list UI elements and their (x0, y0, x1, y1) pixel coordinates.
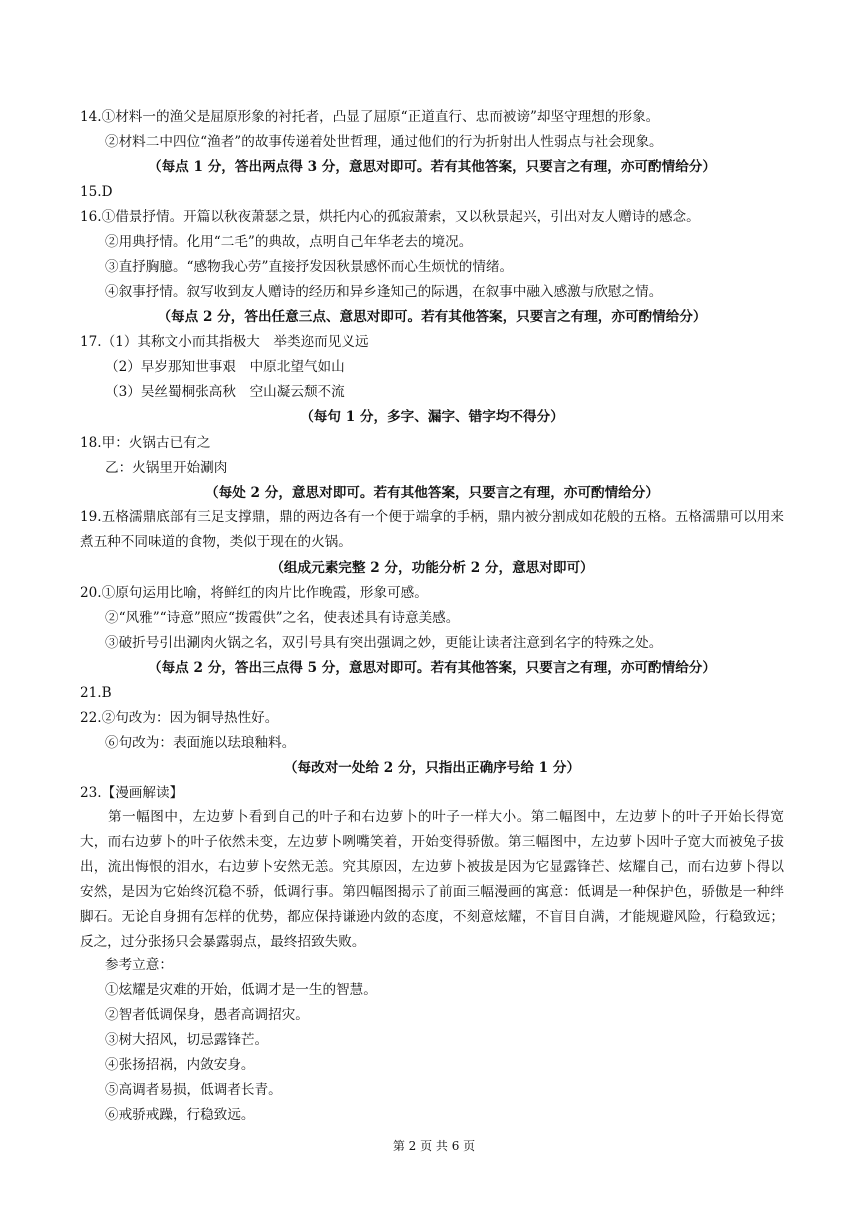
answer-17-item-2: （2）早岁那知世事艰 中原北望气如山 (105, 359, 345, 375)
answer-16-point-4: ④叙事抒情。叙写收到友人赠诗的经历和异乡逢知己的际遇，在叙事中融入感激与欣慰之情。 (105, 284, 663, 300)
answer-19: 19.五格濡鼎底部有三足支撑鼎，鼎的两边各有一个便于端拿的手柄，鼎内被分割成如花般的五格。五格濡鼎可以用来煮五种不同味道的食物，类似于现在的火锅。 (80, 509, 784, 550)
scoring-note-19: （组成元素完整 2 分，功能分析 2 分，意思对即可） (270, 560, 594, 576)
answer-21: 21.B (80, 685, 112, 701)
scoring-note-14: （每点 1 分，答出两点得 3 分，意思对即可。若有其他答案，只要言之有理，亦可酌情给分） (147, 159, 716, 175)
answer-22-item-1: 22.②句改为：因为铜导热性好。 (80, 710, 279, 726)
answer-23-reference-1: ①炫耀是灾难的开始，低调才是一生的智慧。 (105, 982, 377, 998)
scoring-note-22: （每改对一处给 2 分，只指出正确序号给 1 分） (283, 760, 581, 776)
answer-17-item-3: （3）吴丝蜀桐张高秋 空山凝云颓不流 (105, 384, 345, 400)
answer-23-reference-6: ⑥戒骄戒躁，行稳致远。 (105, 1107, 255, 1123)
answer-18-part-a: 18.甲：火锅古已有之 (80, 435, 211, 451)
answer-23-reference-5: ⑤高调者易损，低调者长青。 (105, 1082, 282, 1098)
scoring-note-18: （每处 2 分，意思对即可。若有其他答案，只要言之有理，亦可酌情给分） (205, 485, 659, 501)
answer-23-comic-interpretation: 第一幅图中，左边萝卜看到自己的叶子和右边萝卜的叶子一样大小。第二幅图中，左边萝卜的叶子开始长得宽大，而右边萝卜的叶子依然未变，左边萝卜咧嘴笑着，开始变得骄傲。第三幅图中，左边萝卜因叶子宽大而被兔子拔出，流出悔恨的泪水，右边萝卜安然无恙。究其原因，左边萝卜被拔是因为它显露锋芒、炫耀自己，而右边萝卜得以安然，是因为它始终沉稳不骄，低调行事。第四幅图揭示了前面三幅漫画的寓意：低调是一种保护色，骄傲是一种绊脚石。无论自身拥有怎样的优势，都应保持谦逊内敛的态度，不刻意炫耀，不盲目自满，才能规避风险，行稳致远；反之，过分张扬只会暴露弱点，最终招致失败。 (80, 809, 784, 950)
answer-16-point-1: 16.①借景抒情。开篇以秋夜萧瑟之景，烘托内心的孤寂萧索，又以秋景起兴，引出对友人赠诗的感念。 (80, 209, 700, 225)
answer-20-point-2: ②“风雅”“诗意”照应“拨霞供”之名，使表述具有诗意美感。 (105, 610, 460, 626)
page-footer: 第 2 页 共 6 页 (392, 1139, 476, 1153)
answer-20-point-3: ③破折号引出涮肉火锅之名，双引号具有突出强调之妙，更能让读者注意到名字的特殊之处。 (105, 635, 663, 651)
answer-22-item-2: ⑥句改为：表面施以珐琅釉料。 (105, 735, 296, 751)
scoring-note-20: （每点 2 分，答出三点得 5 分，意思对即可。若有其他答案，只要言之有理，亦可酌情给分） (147, 660, 716, 676)
answer-17-item-1: 17.（1）其称文小而其指极大 举类迩而见义远 (80, 334, 369, 350)
answer-18-part-b: 乙：火锅里开始涮肉 (105, 460, 228, 476)
answer-23-reference-4: ④张扬招祸，内敛安身。 (105, 1057, 255, 1073)
answer-16-point-2: ②用典抒情。化用“二毛”的典故，点明自己年华老去的境况。 (105, 234, 473, 250)
answer-15: 15.D (80, 184, 113, 200)
answer-14-point-2: ②材料二中四位“渔者”的故事传递着处世哲理，通过他们的行为折射出人性弱点与社会现象。 (105, 134, 663, 150)
answer-14-point-1: 14.①材料一的渔父是屈原形象的衬托者，凸显了屈原“正道直行、忠而被谤”却坚守理想的形象。 (80, 109, 660, 125)
scoring-note-16: （每点 2 分，答出任意三点、意思对即可。若有其他答案，只要言之有理，亦可酌情给分） (157, 309, 707, 325)
answer-23-reference-2: ②智者低调保身，愚者高调招灾。 (105, 1007, 309, 1023)
scoring-note-17: （每句 1 分，多字、漏字、错字均不得分） (300, 409, 564, 425)
answer-23-heading: 23.【漫画解读】 (80, 785, 184, 801)
answer-16-point-3: ③直抒胸臆。“感物我心劳”直接抒发因秋景感怀而心生烦忧的情绪。 (105, 259, 514, 275)
answer-23-reference-3: ③树大招风，切忌露锋芒。 (105, 1032, 269, 1048)
answer-23-reference-label: 参考立意： (105, 957, 173, 973)
answer-20-point-1: 20.①原句运用比喻，将鲜红的肉片比作晚霞，形象可感。 (80, 585, 428, 601)
